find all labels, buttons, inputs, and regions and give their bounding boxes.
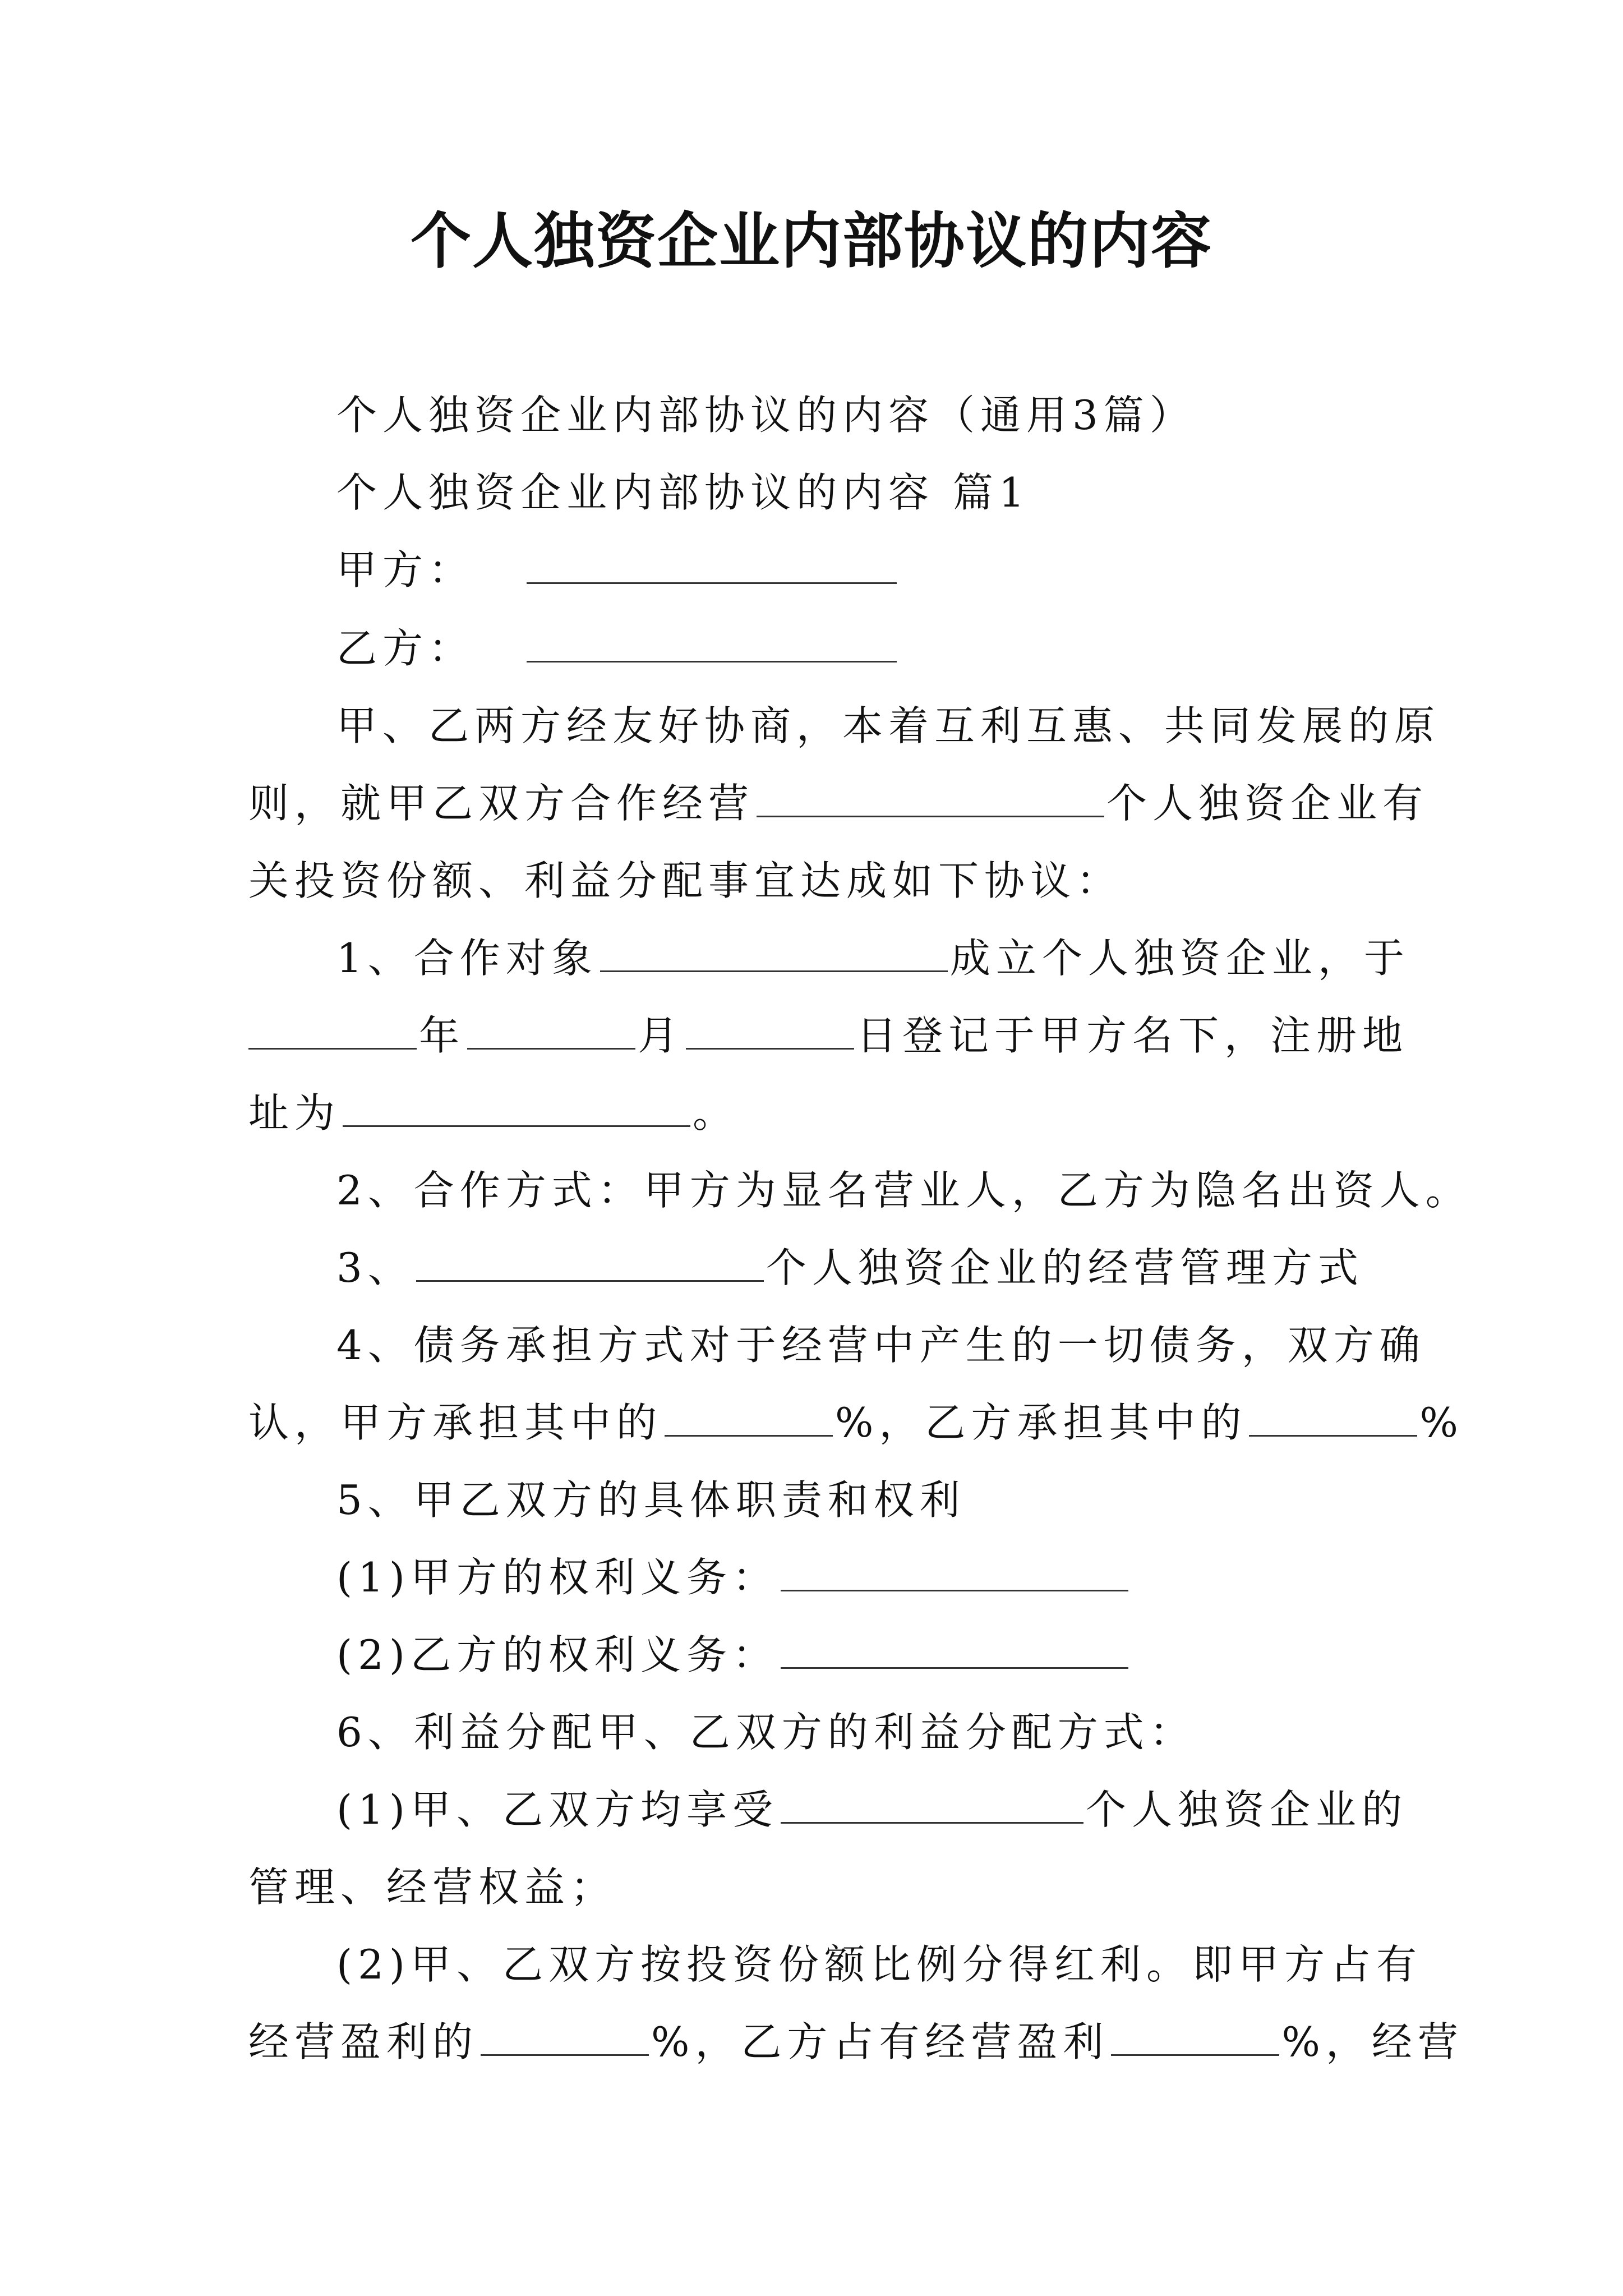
text-segment: 成立个人独资企业，于 <box>949 935 1410 982</box>
text-segment: 月 <box>638 1012 684 1059</box>
text-segment: 1、合作对象 <box>336 935 598 982</box>
item-1-line <box>336 930 1410 986</box>
party-a-label: 甲方： <box>336 546 475 593</box>
text-segment: 个人独资企业的 <box>1086 1786 1408 1833</box>
day-blank[interactable] <box>686 1011 854 1050</box>
text-segment: (2)乙方的权利义务： <box>336 1631 778 1678</box>
subtitle: 个人独资企业内部协议的内容（通用3篇） <box>336 392 1196 439</box>
text-segment: 认，甲方承担其中的 <box>248 1399 663 1446</box>
text-segment: %，经营 <box>1281 2018 1464 2065</box>
paragraph-line: 甲、乙两方经友好协商，本着互利互惠、共同发展的原 <box>336 702 1441 749</box>
text-segment: 日登记于甲方名下，注册地 <box>856 1012 1409 1059</box>
text-segment: % <box>1419 1399 1464 1446</box>
party-b-duties-blank[interactable] <box>781 1630 1128 1669</box>
business-name-blank[interactable] <box>757 779 1104 817</box>
text-segment: 个人独资企业的经营管理方式 <box>766 1244 1364 1291</box>
paragraph-line: 关投资份额、利益分配事宜达成如下协议： <box>248 857 1123 904</box>
item-1-address-line <box>248 1085 739 1141</box>
party-b-blank[interactable] <box>527 624 897 662</box>
text-segment: 经营盈利的 <box>248 2018 479 2065</box>
party-b-label: 乙方： <box>336 625 475 672</box>
text-segment: %，乙方承担其中的 <box>835 1399 1247 1446</box>
item-2-line: 2、合作方式：甲方为显名营业人，乙方为隐名出资人。 <box>336 1167 1472 1214</box>
party-a-blank[interactable] <box>527 545 897 584</box>
party-b-profit-share-blank[interactable] <box>1111 2017 1279 2056</box>
text-segment: 年 <box>419 1012 465 1059</box>
party-a-duties-blank[interactable] <box>781 1553 1128 1591</box>
item-6-2-share-line <box>248 2014 1464 2070</box>
year-blank[interactable] <box>248 1011 417 1050</box>
party-a-profit-share-blank[interactable] <box>481 2017 649 2056</box>
address-blank[interactable] <box>343 1088 690 1127</box>
text-segment: 则，就甲乙双方合作经营 <box>248 780 755 827</box>
text-segment: (1)甲方的权利义务： <box>336 1554 778 1601</box>
text-segment: 址为 <box>248 1089 341 1137</box>
paragraph-line <box>248 775 1428 831</box>
item-5-2-line <box>336 1627 1131 1683</box>
party-a-line <box>336 542 899 598</box>
month-blank[interactable] <box>467 1011 635 1050</box>
document-title: 个人独资企业内部协议的内容 <box>410 206 1212 277</box>
item-5-1-line <box>336 1549 1131 1605</box>
item-4-share-line <box>248 1395 1464 1451</box>
text-segment: (1)甲、乙双方均享受 <box>336 1786 778 1833</box>
item-1-date-line <box>248 1007 1408 1064</box>
business-blank[interactable] <box>416 1243 764 1282</box>
partner-blank[interactable] <box>600 933 948 972</box>
text-segment: %，乙方占有经营盈利 <box>651 2018 1109 2065</box>
item-6-line: 6、利益分配甲、乙双方的利益分配方式： <box>336 1709 1196 1756</box>
item-6-1-cont-line: 管理、经营权益； <box>248 1864 617 1911</box>
party-b-line <box>336 620 899 677</box>
item-3-line <box>336 1240 1364 1296</box>
article-heading: 个人独资企业内部协议的内容 篇1 <box>336 469 1030 516</box>
item-5-line: 5、甲乙双方的具体职责和权利 <box>336 1476 966 1524</box>
item-6-1-line <box>336 1782 1408 1838</box>
item-4-line: 4、债务承担方式对于经营中产生的一切债务，双方确 <box>336 1322 1426 1369</box>
text-segment: 个人独资企业有 <box>1106 780 1429 827</box>
party-a-debt-share-blank[interactable] <box>665 1398 833 1437</box>
text-segment: 3、 <box>336 1244 414 1291</box>
item-6-2-line: (2)甲、乙双方按投资份额比例分得红利。即甲方占有 <box>336 1941 1422 1988</box>
text-segment: 。 <box>693 1089 739 1137</box>
enterprise-blank[interactable] <box>781 1785 1083 1824</box>
party-b-debt-share-blank[interactable] <box>1249 1398 1417 1437</box>
